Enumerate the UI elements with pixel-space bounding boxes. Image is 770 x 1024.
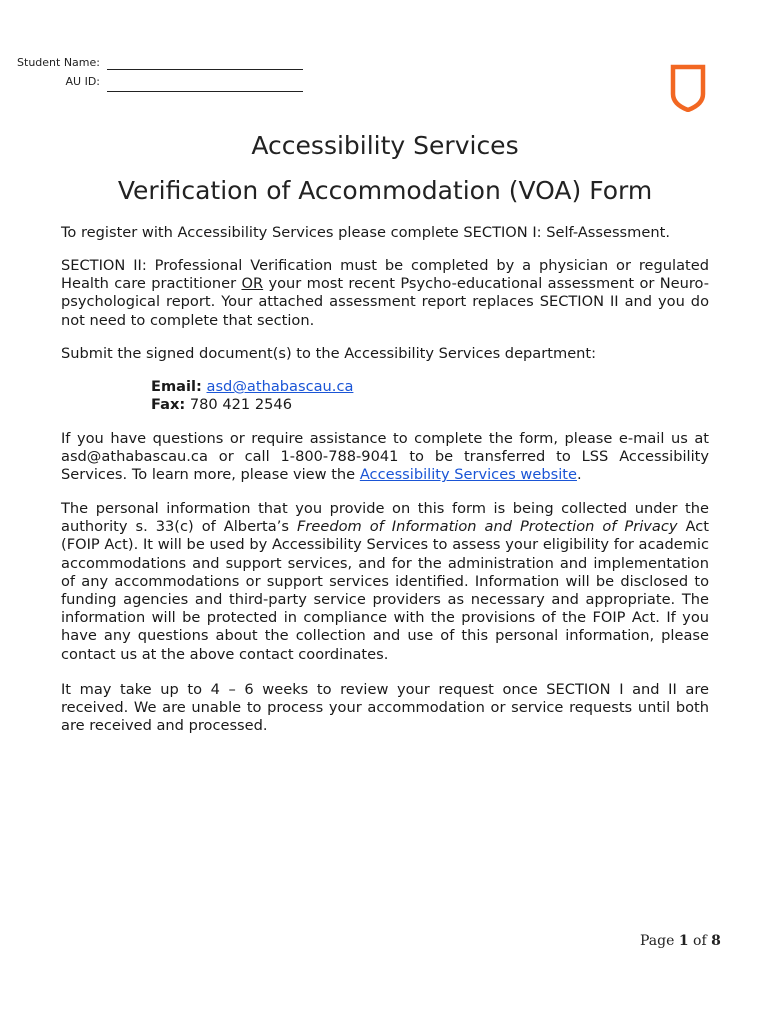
email-link[interactable]: asd@athabascau.ca <box>206 378 354 395</box>
questions-text: If you have questions or require assistance to complete the form, please e-mail us at asd@athabascau.ca or call 1-800-788-9041 to be transferred to LSS Accessibility Services. To learn more, please view the Accessibility Services website. <box>61 430 709 484</box>
email-label: Email: <box>151 378 202 395</box>
student-name-row <box>0 56 310 72</box>
fax-label: Fax: <box>151 396 186 414</box>
or-emphasis: OR <box>241 275 264 293</box>
foip-act-title: Freedom of Information and Protection of Privacy <box>296 518 678 536</box>
page-total: 8 <box>711 933 721 949</box>
page-subtitle: Verification of Accommodation (VOA) Form <box>117 176 653 205</box>
page-current: 1 <box>678 933 689 949</box>
contact-block <box>151 378 353 414</box>
submit-text: Submit the signed document(s) to the Accessibility Services department: <box>61 345 597 362</box>
au-id-label: AU ID: <box>65 75 100 88</box>
timeline-text: It may take up to 4 – 6 weeks to review your request once SECTION I and II are received. We are unable to process your accommodation or service requests until both are received and processed. <box>61 681 709 735</box>
submit-paragraph <box>61 345 709 363</box>
intro-paragraph <box>61 224 709 242</box>
student-name-field[interactable] <box>107 57 303 70</box>
email-line <box>151 378 353 396</box>
section2-paragraph <box>61 257 709 330</box>
questions-paragraph <box>61 430 709 485</box>
intro-text: To register with Accessibility Services please complete SECTION I: Self-Assessment. <box>61 224 670 241</box>
timeline-paragraph <box>61 681 709 736</box>
fax-line <box>151 396 353 414</box>
accessibility-website-link[interactable]: Accessibility Services website <box>359 466 577 484</box>
athabasca-shield-logo-icon <box>670 64 706 112</box>
fax-value: 780 421 2546 <box>189 396 292 414</box>
privacy-paragraph <box>61 500 709 664</box>
student-name-label: Student Name: <box>17 56 100 69</box>
section2-text: SECTION II: Professional Verification must be completed by a physician or regulated Health care practitioner OR your most recent Psycho-educational assessment or Neuro-psychological report. Your attached assessment report replaces SECTION II and you do not need to complete that section. <box>61 257 709 329</box>
page-number: Page 1 of 8 <box>640 933 721 949</box>
page-title: Accessibility Services <box>251 131 519 160</box>
privacy-text: The personal information that you provide on this form is being collected under the authority s. 33(c) of Alberta’s Freedom of Information and Protection of Privacy Act (FOIP Act). It will be used by Accessibility Services to assess your eligibility for academic accommodations and support services, and for the administration and implementation of any accommodations or support services identified. Information will be disclosed to funding agencies and third-party service providers as necessary and appropriate. The information will be protected in compliance with the provisions of the FOIP Act. If you have any questions about the collection and use of this personal information, please contact us at the above contact coordinates. <box>61 500 709 663</box>
au-id-field[interactable] <box>107 79 303 92</box>
au-id-row <box>0 75 310 91</box>
